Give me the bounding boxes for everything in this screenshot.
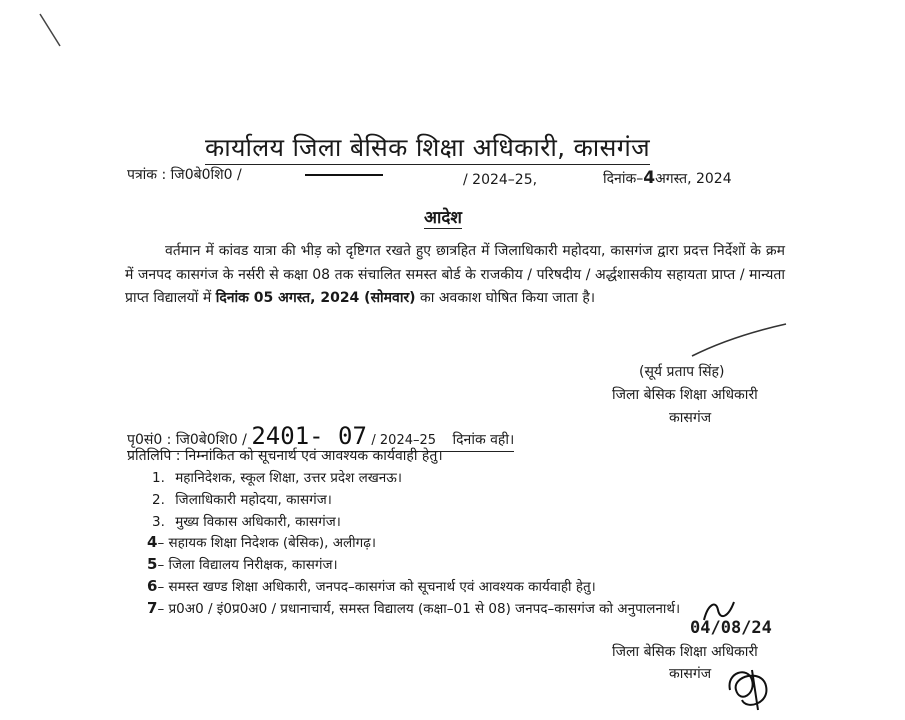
order-text-before: वर्तमान में कांवड यात्रा की भीड़ को दृष्टिगत रखते हुए छात्रहित में जिलाधिकारी महोदया, कासगंज द्वारा प्रदत्त निर्देशों के क्रम में जनपद कासगंज के नर्सरी से कक्षा 08 तक संचालित समस्त बोर्ड के राजकीय / परिषदीय / अर्द्धशासकीय सहायता प्राप्त / मान्यता प्राप्त विद्यालयों में bbox=[125, 243, 785, 306]
recipient-num: 7 bbox=[147, 599, 158, 617]
signatory-name: (सूर्य प्रताप सिंह) bbox=[639, 364, 725, 380]
dash: – bbox=[157, 579, 165, 595]
signatory-place: कासगंज bbox=[669, 410, 712, 426]
recipient-text: समस्त खण्ड शिक्षा अधिकारी, जनपद–कासगंज को सूचनार्थ एवं आवश्यक कार्यवाही हेतु। bbox=[168, 579, 596, 595]
scribble-signature bbox=[722, 660, 782, 715]
endorsement-ref-handwritten: 2401- 07 bbox=[251, 422, 367, 450]
recipient-item bbox=[152, 468, 402, 486]
second-signatory-designation: जिला बेसिक शिक्षा अधिकारी bbox=[612, 644, 758, 660]
copy-intro: प्रतिलिपि : निम्नांकित को सूचनार्थ एवं आवश्यक कार्यवाही हेतु। bbox=[127, 448, 443, 464]
signatory-designation: जिला बेसिक शिक्षा अधिकारी bbox=[612, 387, 758, 403]
recipient-item bbox=[147, 599, 680, 617]
reference-number: पत्रांक : जि0बे0शि0 / bbox=[127, 167, 242, 183]
blank-ref-line bbox=[305, 170, 385, 180]
pen-mark bbox=[38, 12, 68, 52]
second-signatory-place: कासगंज bbox=[669, 666, 712, 682]
date-handwritten: 4 bbox=[643, 168, 656, 188]
order-date-bold: दिनांक 05 अगस्त, 2024 (सोमवार) bbox=[215, 290, 416, 306]
recipient-text: जिलाधिकारी महोदया, कासगंज। bbox=[175, 492, 332, 508]
recipient-num: 2. bbox=[152, 492, 165, 508]
order-text-after: का अवकाश घोषित किया जाता है। bbox=[415, 290, 596, 306]
recipient-num: 4 bbox=[147, 533, 158, 551]
recipient-text: महानिदेशक, स्कूल शिक्षा, उत्तर प्रदेश लखनऊ। bbox=[175, 470, 402, 486]
order-body bbox=[125, 240, 785, 311]
signature-stroke bbox=[690, 320, 790, 360]
reference-year: / 2024–25, bbox=[463, 172, 538, 188]
date-rest: अगस्त, 2024 bbox=[655, 171, 732, 187]
recipient-text: मुख्य विकास अधिकारी, कासगंज। bbox=[175, 514, 341, 530]
date-label: दिनांक– bbox=[603, 171, 644, 187]
recipient-item bbox=[152, 490, 332, 508]
endorsement-date: दिनांक वही। bbox=[452, 432, 515, 448]
office-title: कार्यालय जिला बेसिक शिक्षा अधिकारी, कासगंज bbox=[205, 130, 650, 165]
dash: – bbox=[157, 535, 165, 551]
issue-date bbox=[603, 168, 732, 188]
recipient-num: 3. bbox=[152, 514, 165, 530]
recipient-num: 5 bbox=[147, 555, 158, 573]
order-heading: आदेश bbox=[424, 205, 462, 229]
recipient-item bbox=[147, 577, 596, 595]
recipient-num: 1. bbox=[152, 470, 165, 486]
endorsement-ref-year: / 2024–25 bbox=[371, 433, 437, 448]
handwritten-date: 04/08/24 bbox=[690, 618, 772, 638]
recipient-text: सहायक शिक्षा निदेशक (बेसिक), अलीगढ़। bbox=[168, 535, 377, 551]
dash: – bbox=[157, 557, 165, 573]
recipient-item bbox=[152, 512, 341, 530]
recipient-item bbox=[147, 555, 338, 573]
recipient-text: प्र0अ0 / इं0प्र0अ0 / प्रधानाचार्य, समस्त विद्यालय (कक्षा–01 से 08) जनपद–कासगंज को अनुपालनार्थ। bbox=[168, 601, 681, 617]
recipient-num: 6 bbox=[147, 577, 158, 595]
dash: – bbox=[157, 601, 165, 617]
recipient-item bbox=[147, 533, 376, 551]
recipient-text: जिला विद्यालय निरीक्षक, कासगंज। bbox=[168, 557, 338, 573]
endorsement-ref-label: पृ0सं0 : जि0बे0शि0 / bbox=[127, 432, 247, 448]
